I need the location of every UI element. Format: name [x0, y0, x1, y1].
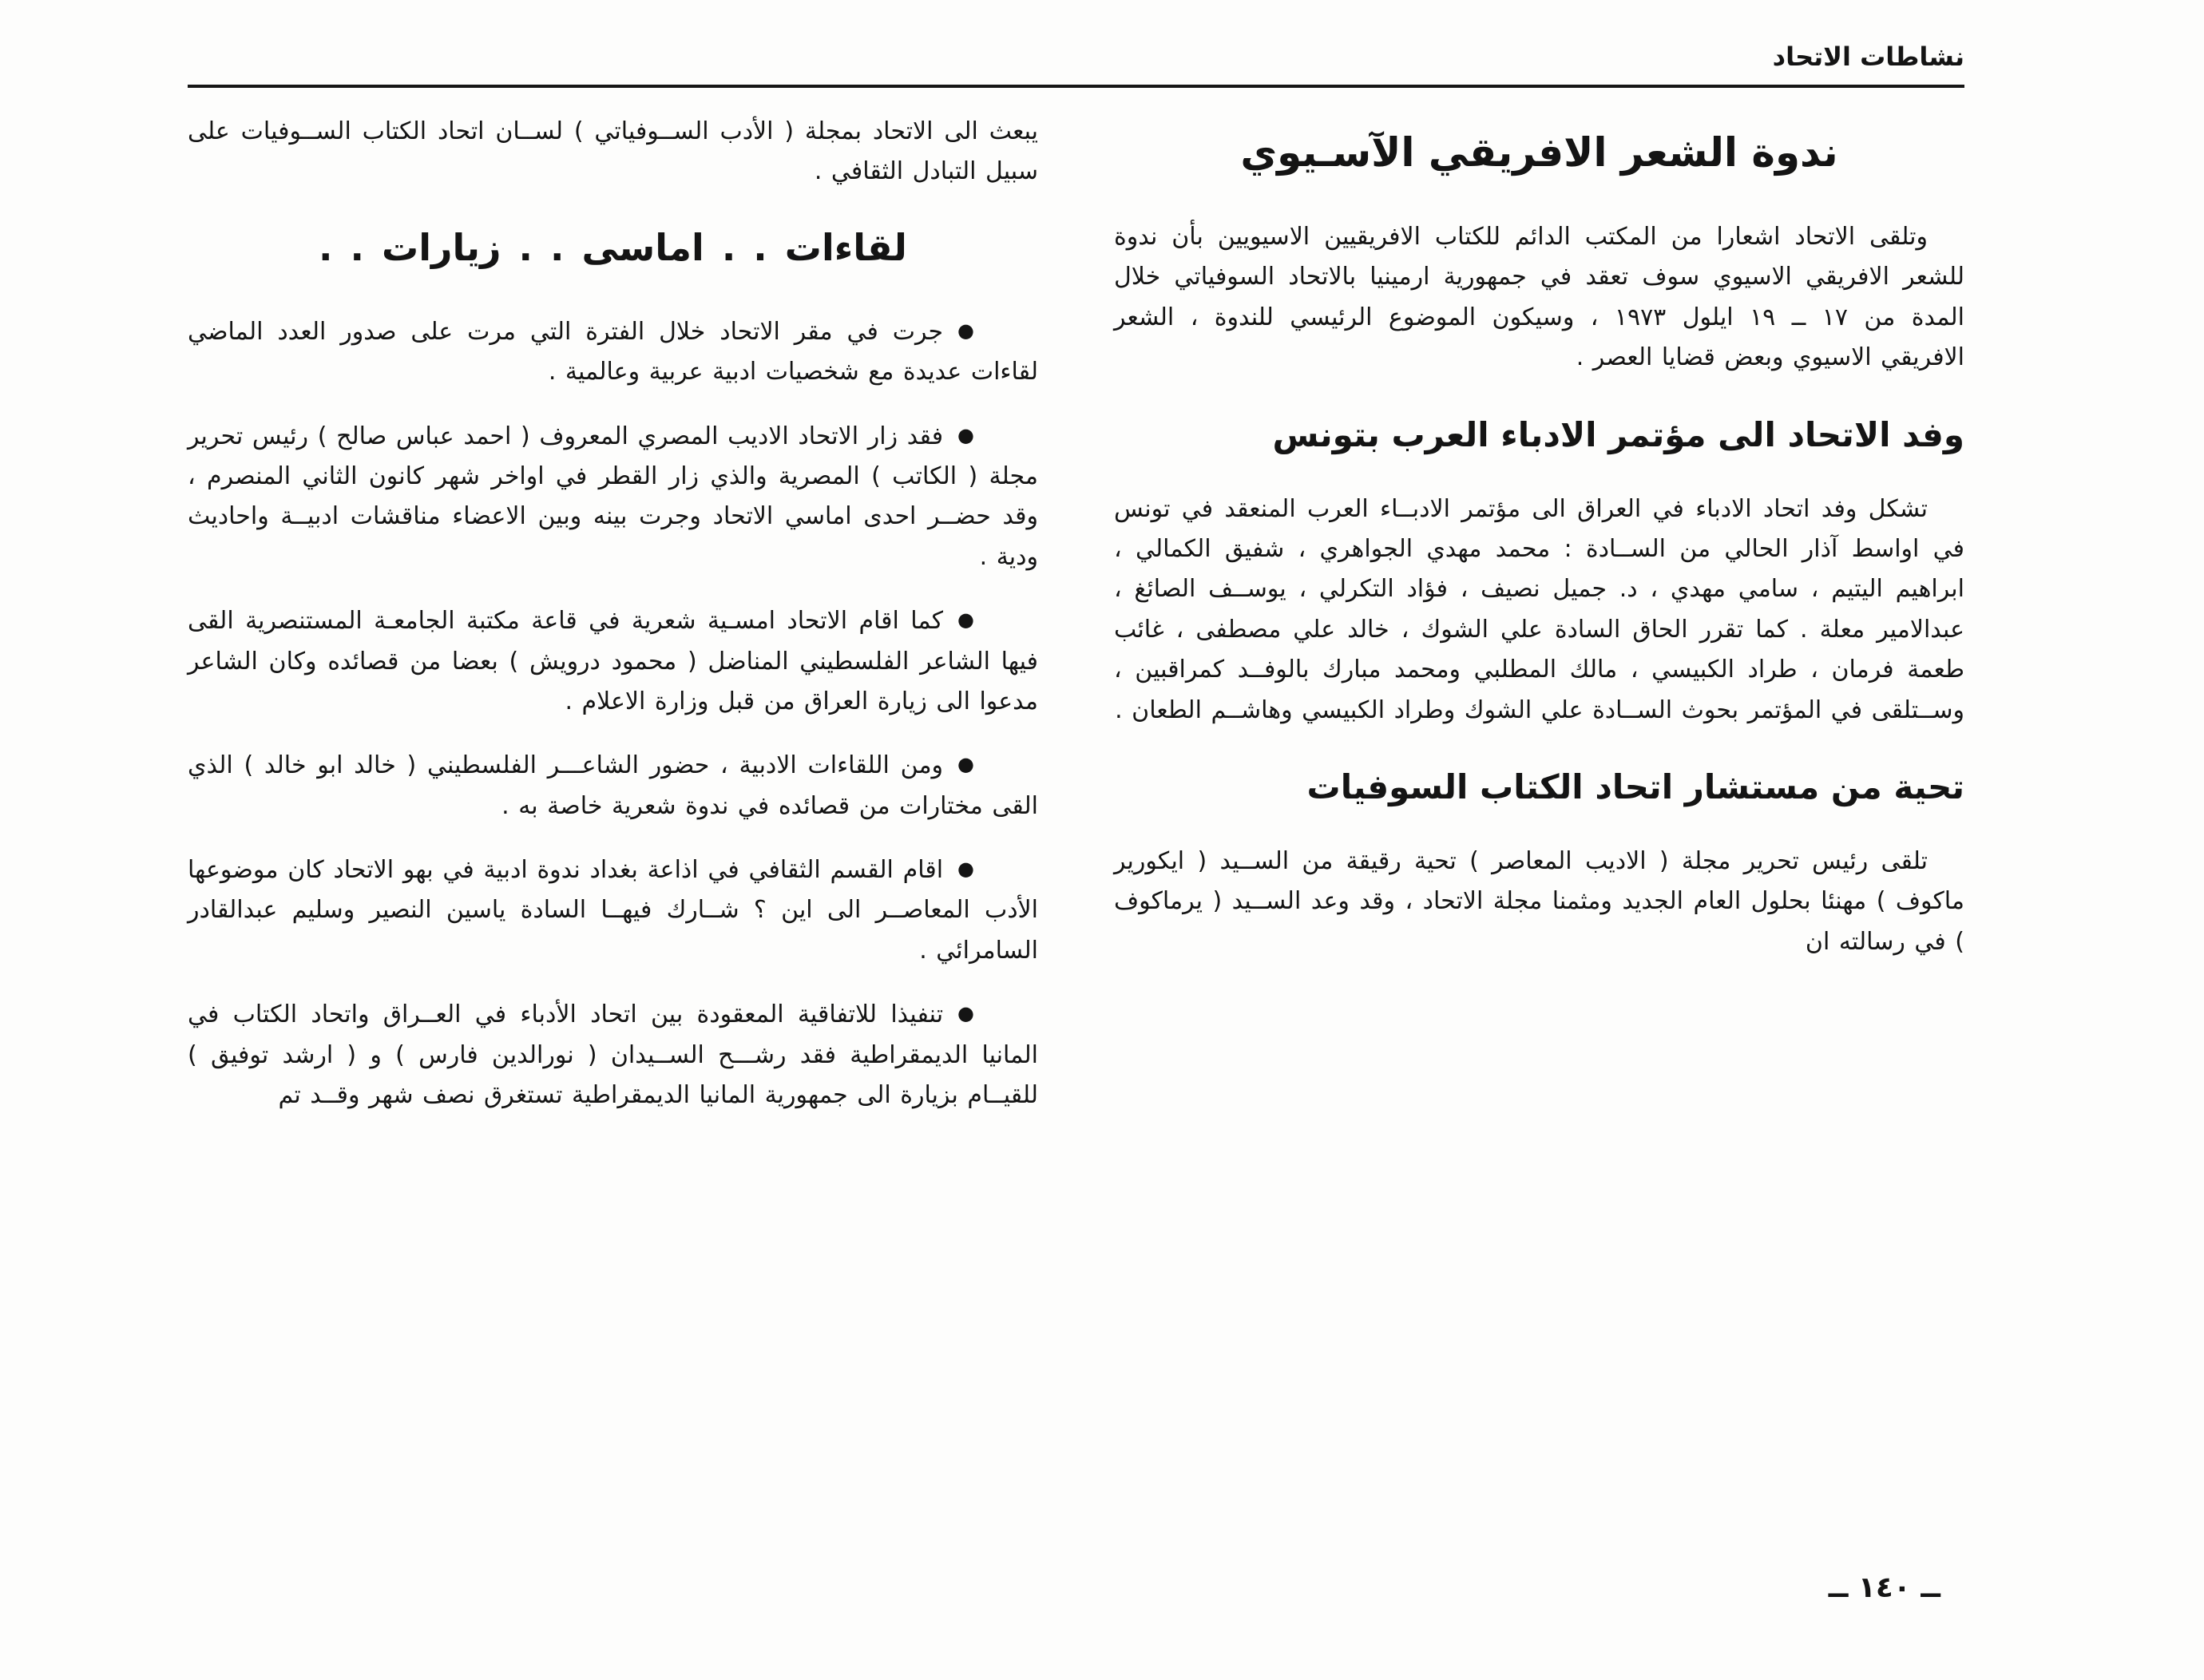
bullet-item — [188, 417, 1038, 578]
bullet-text: كما اقام الاتحاد امسـية شعرية في قاعة مكتبة الجامعـة المستنصرية القى فيها الشاعر الفلسطيني المناضل ( محمود درويش ) بعضا من قصائده وكان الشاعر مدعوا الى زيارة العراق من قبل وزارة الاعلام . — [188, 607, 1038, 715]
page-number: ــ ١٤٠ ــ — [1828, 1571, 1940, 1604]
bullet-text: جرت في مقر الاتحاد خلال الفترة التي مرت على صدور العدد الماضي لقاءات عديدة مع شخصيات ادبية عربية وعالمية . — [188, 317, 1038, 386]
bullet-item — [188, 995, 1038, 1115]
bullet-item — [188, 601, 1038, 722]
header-title: نشاطات الاتحاد — [1772, 42, 1964, 72]
columns — [188, 112, 1964, 1139]
continuation-text: يبعث الى الاتحاد بمجلة ( الأدب الســوفياتي ) لســان اتحاد الكتاب الســوفيات على سبيل التبادل الثقافي . — [188, 117, 1038, 186]
bullet-item — [188, 312, 1038, 393]
section-title-delegation: وفد الاتحاد الى مؤتمر الادباء العرب بتونس — [1272, 414, 1964, 454]
bullet-text: فقد زار الاتحاد الاديب المصري المعروف ( احمد عباس صالح ) رئيس تحرير مجلة ( الكاتب ) المصرية والذي زار القطر في اواخر شهر كانون الثاني المنصرم ، وقد حضــر احدى اماسي الاتحاد وجرت بينه وبين الاعضاء مناقشات ادبيــة واحاديث ودية . — [188, 422, 1038, 571]
bullet-icon: ● — [957, 753, 974, 776]
bullet-icon: ● — [957, 858, 974, 881]
section-title-symposium: ندوة الشعر الافريقي الآسـيوي — [1240, 129, 1838, 176]
bullet-icon: ● — [957, 319, 974, 342]
section-title-greeting: تحية من مستشار اتحاد الكتاب السوفيات — [1306, 767, 1964, 806]
bullet-text: اقام القسم الثقافي في اذاعة بغداد ندوة ادبية في بهو الاتحاد كان موضوعها الأدب المعاصــر الى اين ؟ شــارك فيهــا السادة ياسين النصير وسليم عبدالقادر السامرائي . — [188, 856, 1038, 965]
header-rule — [188, 85, 1964, 88]
left-column-title: لقاءات . . اماسى . . زيارات . . — [319, 225, 907, 269]
column-left — [188, 112, 1038, 1139]
section-body-greeting: تلقى رئيس تحرير مجلة ( الاديب المعاصر ) تحية رقيقة من الســيد ( ايكورير ماكوف ) مهنئا بحلول العام الجديد ومثمنا مجلة الاتحاد ، وقد وعد الســيد ( يرماكوف ) في رسالته ان — [1114, 846, 1964, 956]
page-header — [188, 42, 1964, 72]
section-body-delegation: تشكل وفد اتحاد الادباء في العراق الى مؤتمر الادبــاء العرب المنعقد في تونس في اواسط آذار الحالي من الســادة : محمد مهدي الجواهري ، شفيق الكمالي ، ابراهيم اليتيم ، سامي مهدي ، د. جميل نصيف ، فؤاد التكرلي ، يوســف الصائغ ، عبدالامير معلة . كما تقرر الحاق السادة علي الشوك ، خالد علي مصطفى ، غائب طعمة فرمان ، طراد الكبيسي ، مالك المطلبي ومحمد مبارك بالوفــد كمراقبين ، وســتلقى في المؤتمر بحوث الســادة علي الشوك وطراد الكبيسي وهاشــم الطعان . — [1114, 494, 1964, 724]
bullet-icon: ● — [957, 608, 974, 632]
bullet-item — [188, 746, 1038, 826]
bullet-icon: ● — [957, 1002, 974, 1025]
bullet-item — [188, 850, 1038, 971]
bullet-text: تنفيذا للاتفاقية المعقودة بين اتحاد الأدباء في العــراق واتحاد الكتاب في المانيا الديمقراطية فقد رشـــح الســيدان ( نورالدين فارس ) و ( ارشد توفيق ) للقيــام بزيارة الى جمهورية المانيا الديمقراطية تستغرق نصف شهر وقــد تم — [188, 1000, 1038, 1110]
section-body-symposium: وتلقى الاتحاد اشعارا من المكتب الدائم للكتاب الافريقيين الاسيويين بأن ندوة للشعر الافريقي الاسيوي سوف تعقد في جمهورية ارمينيا بالاتحاد السوفياتي خلال المدة من ١٧ ــ ١٩ ايلول ١٩٧٣ ، وسيكون الموضوع الرئيسي للندوة ، الشعر الافريقي الاسيوي وبعض قضايا العصر . — [1114, 223, 1965, 372]
column-right — [1114, 112, 1964, 983]
bullet-icon: ● — [957, 423, 974, 446]
bullet-text: ومن اللقاءات الادبية ، حضور الشاعـــر الفلسطيني ( خالد ابو خالد ) الذي القى مختارات من قصائده في ندوة شعرية خاصة به . — [188, 751, 1038, 820]
